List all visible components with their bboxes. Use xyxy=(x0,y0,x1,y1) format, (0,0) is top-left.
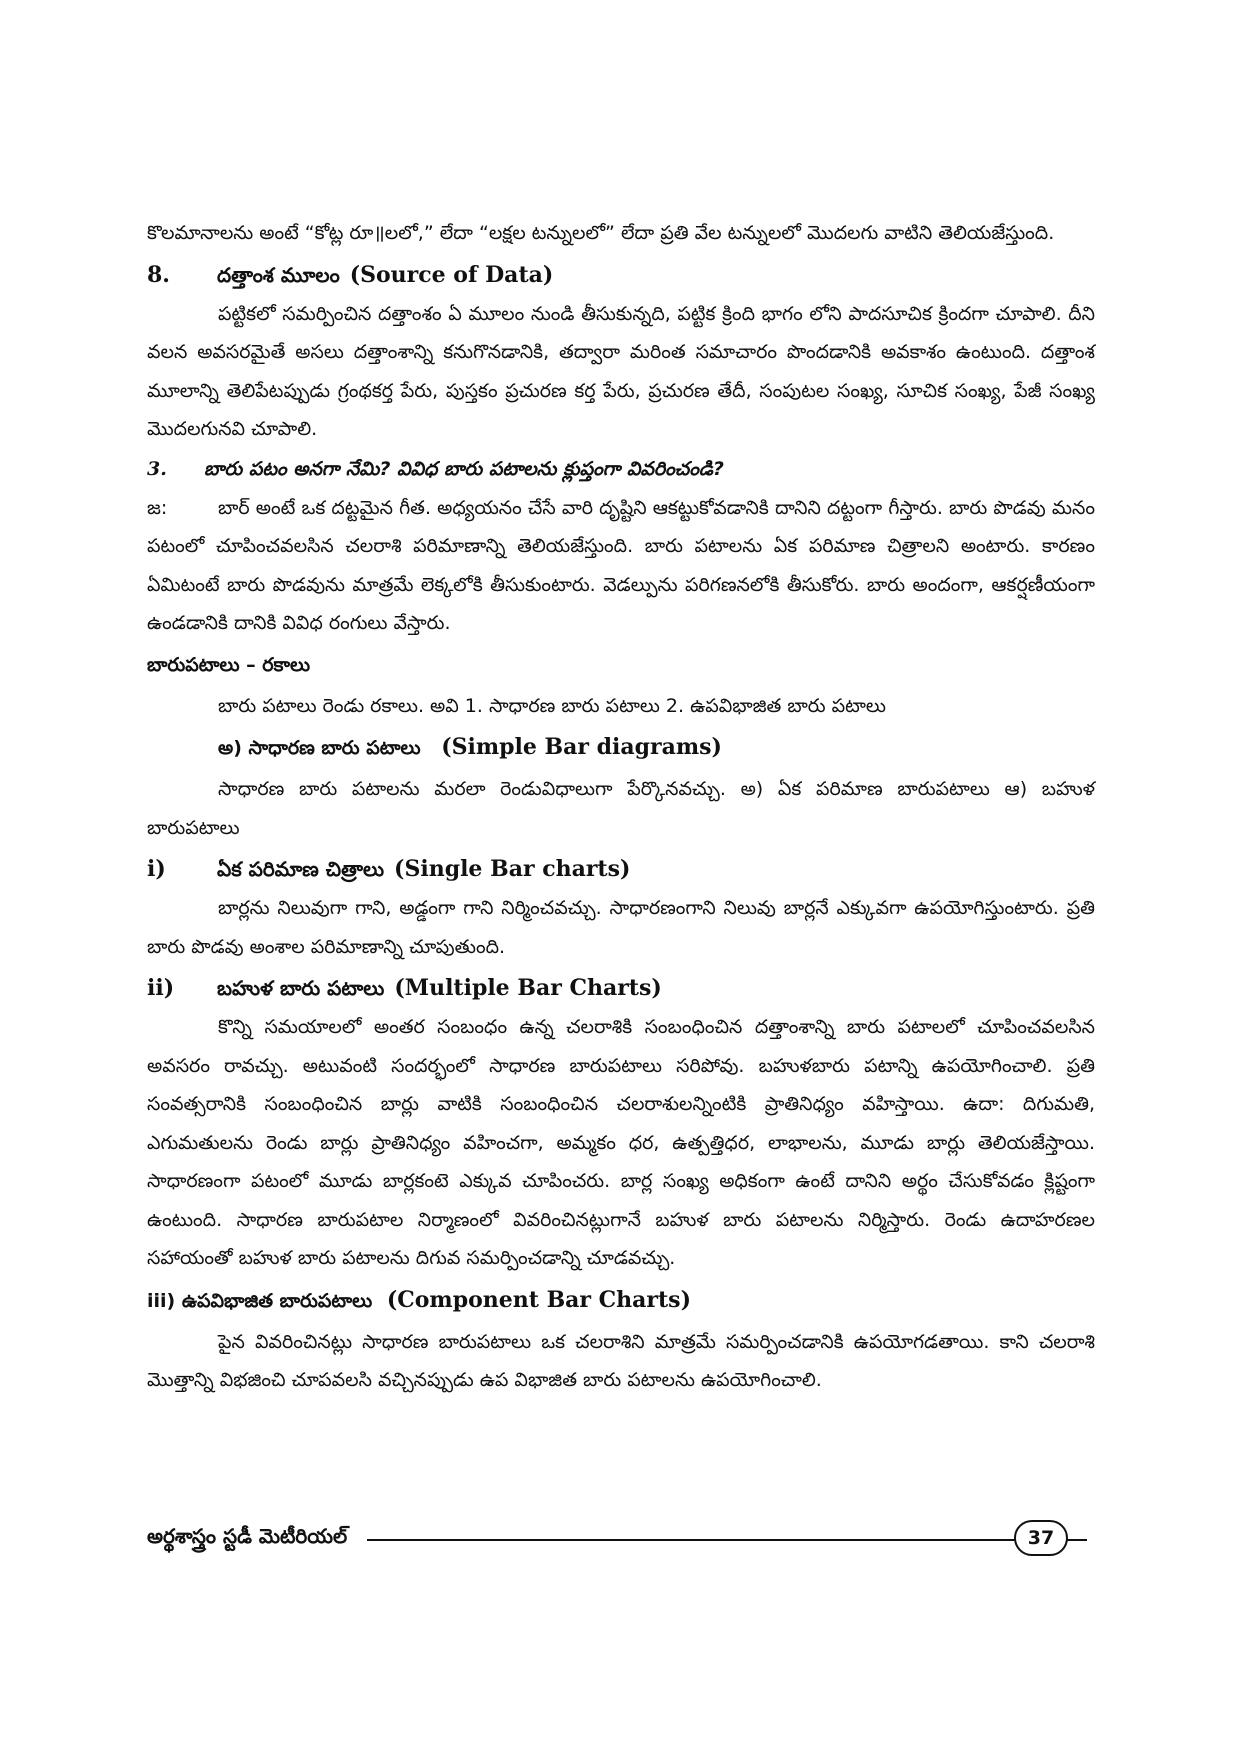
simple-title-en: (Simple Bar diagrams) xyxy=(441,734,722,760)
section-8-title-te: దత్తాంశ మూలం xyxy=(217,262,340,287)
answer-body: బార్ అంటే ఒక దట్టమైన గీత. అధ్యయనం చేసే వారి దృష్టిని ఆకట్టుకోవడానికి దానిని దట్టంగా గీస్తారు. బారు పొడవు మనం పటంలో చూపించవలసిన చలరాశి పరిమాణాన్ని తెలియజేస్తుంది. బారు పటాలను ఏక పరిమాణ చిత్రాలని అంటారు. కారణం ఏమిటంటే బారు పొడవును మాత్రమే లెక్కలోకి తీసుకుంటారు. వెడల్పును పరిగణనలోకి తీసుకోరు. బారు అందంగా, ఆకర్షణీయంగా ఉండడానికి దానికి వివిధ రంగులు వేస్తారు. xyxy=(147,496,1095,634)
answer-label: జ: xyxy=(147,496,168,519)
question-3-text: బారు పటం అనగా నేమి? వివిధ బారు పటాలను క్లుప్తంగా వివరించండి? xyxy=(204,457,724,480)
multiple-title-te: బహుళ బారు పటాలు xyxy=(217,976,385,1000)
multiple-number: ii) xyxy=(147,975,175,1001)
types-heading: బారుపటాలు – రకాలు xyxy=(147,653,311,676)
component-title-en: (Component Bar Charts) xyxy=(386,1286,691,1313)
single-body: బార్లను నిలువుగా గాని, అడ్డంగా గాని నిర్మించవచ్చు. సాధారణంగాని నిలువు బార్లనే ఎక్కువగా ఉపయోగిస్తుంటారు. ప్రతి బారు పొడవు అంశాల పరిమాణాన్ని చూపుతుంది. xyxy=(147,897,1095,958)
types-body: బారు పటాలు రెండు రకాలు. అవి 1. సాధారణ బారు పటాలు 2. ఉపవిభాజిత బారు పటాలు xyxy=(218,694,886,717)
component-heading xyxy=(147,1280,1095,1321)
multiple-title-en: (Multiple Bar Charts) xyxy=(394,975,662,1001)
section-8-body: పట్టికలో సమర్పించిన దత్తాంశం ఏ మూలం నుండి తీసుకున్నది, పట్టిక క్రింది భాగం లోని పాదసూచిక క్రిందగా చూపాలి. దీని వలన అవసరమైతే అసలు దత్తాంశాన్ని కనుగొనడానికి, తద్వారా మరింత సమాచారం పొందడానికి అవకాశం ఉంటుంది. దత్తాంశ మూలాన్ని తెలిపేటప్పుడు గ్రంథకర్త పేరు, పుస్తకం ప్రచురణ కర్త పేరు, ప్రచురణ తేదీ, సంపుటల సంఖ్య, సూచిక సంఖ్య, పేజీ సంఖ్య మొదలగునవి చూపాలి. xyxy=(147,302,1095,440)
continuation-paragraph: కొలమానాలను అంటే “కోట్ల రూ॥లలో,” లేదా “లక్షల టన్నులలో” లేదా ప్రతి వేల టన్నులలో మొదలగు వాటిని తెలియజేస్తుంది. xyxy=(147,222,1055,244)
section-8-number: 8. xyxy=(147,261,170,288)
multiple-body: కొన్ని సమయాలలో అంతర సంబంధం ఉన్న చలరాశికి సంబంధించిన దత్తాంశాన్ని బారు పటాలలో చూపించవలసిన అవసరం రావచ్చు. అటువంటి సందర్భంలో సాధారణ బారుపటాలు సరిపోవు. బహుళబారు పటాన్ని ఉపయోగించాలి. ప్రతి సంవత్సరానికి సంబంధించిన బార్లు వాటికి సంబంధించిన చలరాశులన్నింటికి ప్రాతినిధ్యం వహిస్తాయి. ఉదా: దిగుమతి, ఎగుమతులను రెండు బార్లు ప్రాతినిధ్యం వహించగా, అమ్మకం ధర, ఉత్పత్తిధర, లాభాలను, మూడు బార్లు తెలియజేస్తాయి. సాధారణంగా పటంలో మూడు బార్లకంటె ఎక్కువ చూపించరు. బార్ల సంఖ్య అధికంగా ఉంటే దానిని అర్థం చేసుకోవడం క్లిష్టంగా ఉంటుంది. సాధారణ బారుపటాల నిర్మాణంలో వివరించినట్లుగానే బహుళ బారు పటాలను నిర్మిస్తారు. రెండు ఉదాహరణల సహాయంతో బహుళ బారు పటాలను దిగువ సమర్పించడాన్ని చూడవచ్చు. xyxy=(147,1016,1095,1269)
footer-rule xyxy=(367,1539,1087,1541)
simple-heading xyxy=(147,727,1095,768)
question-3 xyxy=(147,449,1095,489)
single-heading xyxy=(147,849,1095,889)
answer-paragraph xyxy=(147,489,1095,643)
page-number: 37 xyxy=(1014,1520,1068,1556)
single-number: i) xyxy=(147,856,166,882)
simple-title-te: అ) సాధారణ బారు పటాలు xyxy=(218,737,421,759)
page-footer xyxy=(147,1520,1095,1560)
section-8-title-en: (Source of Data) xyxy=(349,261,554,288)
simple-body: సాధారణ బారు పటాలను మరలా రెండువిధాలుగా పేర్కొనవచ్చు. అ) ఏక పరిమాణ బారుపటాలు ఆ) బహుళ బారుపటాలు xyxy=(147,778,1095,839)
component-body: పైన వివరించినట్లు సాధారణ బారుపటాలు ఒక చలరాశిని మాత్రమే సమర్పించడానికి ఉపయోగడతాయి. కాని చలరాశి మొత్తాన్ని విభజించి చూపవలసి వచ్చినప్పుడు ఉప విభాజిత బారు పటాలను ఉపయోగించాలి. xyxy=(147,1330,1095,1391)
single-title-en: (Single Bar charts) xyxy=(394,856,631,882)
question-3-number: 3. xyxy=(147,457,167,480)
section-8-heading xyxy=(147,255,1095,295)
component-title-te: iii) ఉపవిభాజిత బారుపటాలు xyxy=(147,1289,373,1312)
page-body xyxy=(147,214,1095,1400)
single-title-te: ఏక పరిమాణ చిత్రాలు xyxy=(217,857,385,881)
multiple-heading xyxy=(147,968,1095,1008)
footer-title: అర్థశాస్త్రం స్టడీ మెటీరియల్ xyxy=(147,1524,348,1548)
